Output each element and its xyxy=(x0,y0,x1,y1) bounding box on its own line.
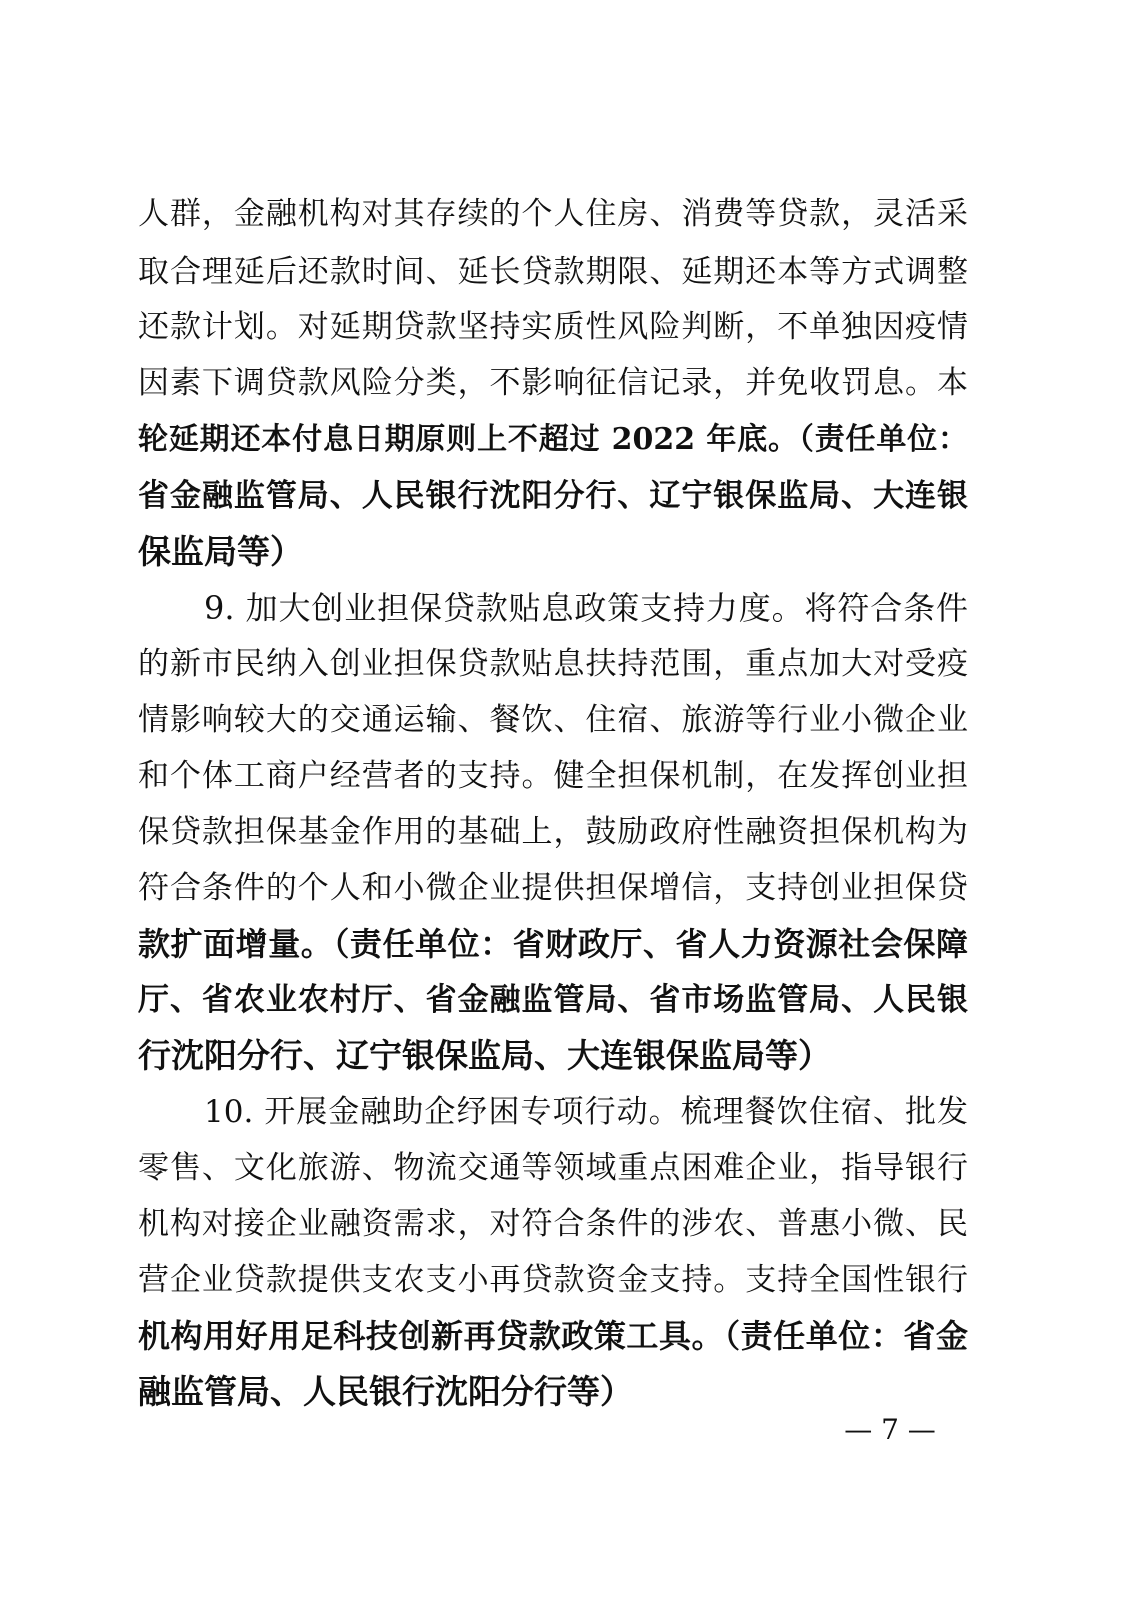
text-line: 符合条件的个人和小微企业提供担保增信，支持创业担保贷 xyxy=(138,870,968,906)
text-line: 保贷款担保基金作用的基础上，鼓励政府性融资担保机构为 xyxy=(138,814,968,850)
text-line: 还款计划。对延期贷款坚持实质性风险判断，不单独因疫情 xyxy=(138,309,968,345)
text-line: 保监局等） xyxy=(138,532,303,571)
text-line: 机构对接企业融资需求，对符合条件的涉农、普惠小微、民 xyxy=(138,1206,968,1242)
text-line: 机构用好用足科技创新再贷款政策工具。（责任单位：省金 xyxy=(138,1317,968,1355)
text-line: 省金融监管局、人民银行沈阳分行、辽宁银保监局、大连银 xyxy=(138,478,968,514)
text-line: 行沈阳分行、辽宁银保监局、大连银保监局等） xyxy=(138,1036,831,1075)
text-line: 取合理延后还款时间、延长贷款期限、延期还本等方式调整 xyxy=(138,254,968,290)
text-line: 的新市民纳入创业担保贷款贴息扶持范围，重点加大对受疫 xyxy=(138,646,968,682)
text-line: 人群，金融机构对其存续的个人住房、消费等贷款，灵活采 xyxy=(138,196,968,232)
text-line: 零售、文化旅游、物流交通等领域重点困难企业，指导银行 xyxy=(138,1150,968,1186)
text-line: 和个体工商户经营者的支持。健全担保机制，在发挥创业担 xyxy=(138,758,968,794)
paragraph-heading: 9. 加大创业担保贷款贴息政策支持力度。将符合条件 xyxy=(204,589,968,627)
text-line: 轮延期还本付息日期原则上不超过 2022 年底。（责任单位： xyxy=(138,422,968,457)
page-number: — 7 — xyxy=(844,1413,936,1446)
text-line: 款扩面增量。（责任单位：省财政厅、省人力资源社会保障 xyxy=(138,925,968,963)
text-line: 情影响较大的交通运输、餐饮、住宿、旅游等行业小微企业 xyxy=(138,702,968,738)
text-line: 融监管局、人民银行沈阳分行等） xyxy=(138,1372,633,1411)
text-line: 厅、省农业农村厅、省金融监管局、省市场监管局、人民银 xyxy=(138,982,968,1018)
text-line: 营企业贷款提供支农支小再贷款资金支持。支持全国性银行 xyxy=(138,1262,968,1298)
text-line: 因素下调贷款风险分类，不影响征信记录，并免收罚息。本 xyxy=(138,365,968,401)
paragraph-heading: 10. 开展金融助企纾困专项行动。梳理餐饮住宿、批发 xyxy=(204,1094,968,1130)
